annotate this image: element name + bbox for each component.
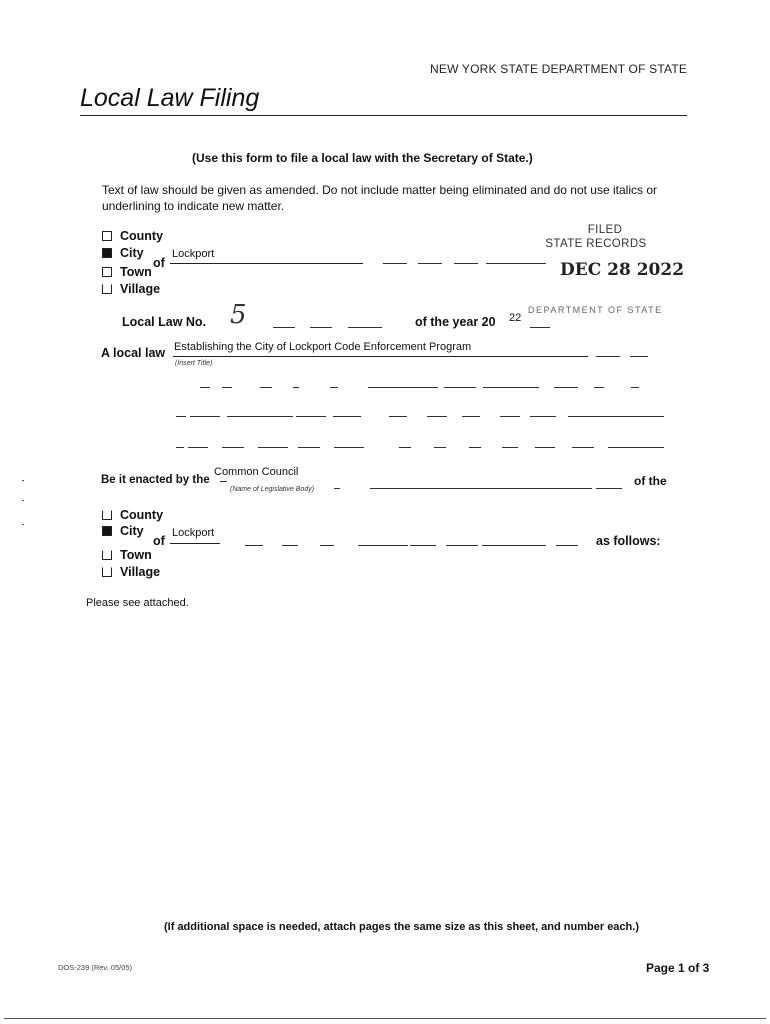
checkbox-city-1[interactable] <box>102 248 112 258</box>
checkbox-county-2[interactable] <box>102 510 112 520</box>
margin-mark <box>22 524 24 525</box>
option-town-1[interactable]: Town <box>102 265 152 279</box>
as-follows-label: as follows: <box>596 534 661 548</box>
additional-space-note: (If additional space is needed, attach pages the same size as this sheet, and number each.) <box>164 921 639 933</box>
municipality-name-line-1 <box>170 263 363 264</box>
option-village-1[interactable]: Village <box>102 282 160 296</box>
of-label-2: of <box>153 534 165 548</box>
stamp-date: DEC 28 2022 <box>560 260 685 280</box>
option-town-2[interactable]: Town <box>102 548 152 562</box>
form-title: Local Law Filing <box>80 84 260 112</box>
insert-title-hint: (Insert Title) <box>175 360 213 367</box>
checkbox-town-2[interactable] <box>102 550 112 560</box>
of-label-1: of <box>153 256 165 270</box>
local-law-title-label: A local law <box>101 346 166 360</box>
form-id: DOS-239 (Rev. 05/05) <box>58 963 133 972</box>
year-label: of the year 20 <box>415 315 496 329</box>
municipality-name-2[interactable]: Lockport <box>172 527 215 539</box>
option-county-1[interactable]: County <box>102 229 163 243</box>
of-the-label: of the <box>634 474 667 488</box>
year-value[interactable]: 22 <box>509 312 522 324</box>
checkbox-city-2[interactable] <box>102 526 112 536</box>
option-city-2[interactable]: City <box>102 524 144 538</box>
stamp-state-records: STATE RECORDS <box>545 238 647 250</box>
page-number: Page 1 of 3 <box>646 961 710 975</box>
municipality-name-line-2 <box>170 543 220 544</box>
legislative-body-name[interactable]: Common Council <box>214 466 299 478</box>
body-text: Please see attached. <box>86 597 189 609</box>
checkbox-county-1[interactable] <box>102 231 112 241</box>
margin-mark <box>22 480 24 481</box>
local-law-no-label: Local Law No. <box>122 315 207 329</box>
local-law-title-line <box>173 356 588 357</box>
checkbox-village-1[interactable] <box>102 284 112 294</box>
local-law-title[interactable]: Establishing the City of Lockport Code Enforcement Program <box>174 341 472 353</box>
checkbox-town-1[interactable] <box>102 267 112 277</box>
enacted-by-label: Be it enacted by the <box>101 474 210 486</box>
margin-mark <box>22 500 24 501</box>
stamp-filed: FILED <box>587 224 623 236</box>
option-county-2[interactable]: County <box>102 508 163 522</box>
stamp-department: DEPARTMENT OF STATE <box>528 305 663 315</box>
form-subtitle: (Use this form to file a local law with the Secretary of State.) <box>192 151 533 165</box>
option-city-1[interactable]: City <box>102 246 144 260</box>
bottom-edge-line <box>4 1018 766 1019</box>
local-law-number[interactable]: 5 <box>230 300 247 330</box>
instructions-text: Text of law should be given as amended. Do not include matter being eliminated and do not use italics or underlining to indicate new matter. <box>102 183 657 213</box>
department-header: NEW YORK STATE DEPARTMENT OF STATE <box>430 62 688 76</box>
title-divider <box>80 115 687 116</box>
legislative-body-hint: (Name of Legislative Body) <box>230 486 315 493</box>
checkbox-village-2[interactable] <box>102 567 112 577</box>
option-village-2[interactable]: Village <box>102 565 160 579</box>
municipality-name-1[interactable]: Lockport <box>172 248 215 260</box>
